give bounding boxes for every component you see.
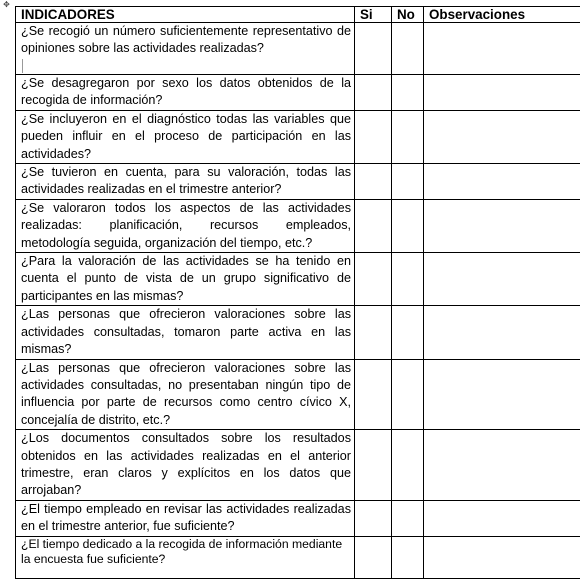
no-cell[interactable] [392, 253, 424, 306]
indicator-cell[interactable] [16, 359, 355, 430]
no-cell[interactable] [392, 23, 424, 75]
no-cell[interactable] [392, 500, 424, 536]
indicator-text: ¿Se desagregaron por sexo los datos obtenidos de la recogida de información? [21, 76, 351, 107]
table-row [16, 253, 580, 306]
indicator-cell[interactable] [16, 75, 355, 111]
header-observaciones: Observaciones [424, 7, 580, 23]
no-cell[interactable] [392, 359, 424, 430]
no-cell[interactable] [392, 536, 424, 578]
si-cell[interactable] [355, 430, 392, 501]
si-cell[interactable] [355, 199, 392, 252]
text-cursor [22, 59, 23, 73]
no-cell[interactable] [392, 75, 424, 111]
indicator-cell[interactable] [16, 199, 355, 252]
si-cell[interactable] [355, 536, 392, 578]
table-row [16, 306, 580, 359]
table-row [16, 23, 580, 75]
indicator-text: ¿Se recogió un número suficientemente representativo de opiniones sobre las actividades realizadas? [21, 24, 351, 55]
header-no: No [392, 7, 424, 23]
indicator-text: ¿Las personas que ofrecieron valoraciones sobre las actividades consultadas, no presentaban ningún tipo de influencia por parte de recursos como centro cívico X, concejalía de distrito, etc.? [21, 361, 351, 427]
si-cell[interactable] [355, 500, 392, 536]
indicator-text: ¿Se valoraron todos los aspectos de las actividades realizadas: planificación, recursos empleados, metodología seguida, organización del tiempo, etc.? [21, 201, 351, 250]
indicator-text: ¿El tiempo empleado en revisar las actividades realizadas en el trimestre anterior, fue suficiente? [21, 502, 351, 533]
indicators-table [15, 6, 580, 579]
indicator-cell[interactable] [16, 110, 355, 163]
indicator-cell[interactable] [16, 536, 355, 578]
table-move-handle[interactable]: ✥ [2, 0, 11, 9]
indicator-cell[interactable] [16, 164, 355, 200]
si-cell[interactable] [355, 253, 392, 306]
observaciones-cell[interactable] [424, 199, 580, 252]
header-indicadores: INDICADORES [16, 7, 355, 23]
si-cell[interactable] [355, 306, 392, 359]
no-cell[interactable] [392, 199, 424, 252]
si-cell[interactable] [355, 75, 392, 111]
indicator-text: ¿Se incluyeron en el diagnóstico todas las variables que pueden influir en el proceso de participación en las actividades? [21, 112, 351, 161]
observaciones-cell[interactable] [424, 23, 580, 75]
table-row [16, 75, 580, 111]
indicator-cell[interactable] [16, 500, 355, 536]
no-cell[interactable] [392, 306, 424, 359]
indicator-cell[interactable] [16, 430, 355, 501]
observaciones-cell[interactable] [424, 164, 580, 200]
table-row [16, 199, 580, 252]
table-row [16, 430, 580, 501]
observaciones-cell[interactable] [424, 359, 580, 430]
indicator-text: ¿Se tuvieron en cuenta, para su valoración, todas las actividades realizadas en el trimestre anterior? [21, 165, 351, 196]
table-header-row [16, 7, 580, 23]
si-cell[interactable] [355, 23, 392, 75]
observaciones-cell[interactable] [424, 110, 580, 163]
observaciones-cell[interactable] [424, 75, 580, 111]
observaciones-cell[interactable] [424, 536, 580, 578]
observaciones-cell[interactable] [424, 253, 580, 306]
table-row [16, 359, 580, 430]
si-cell[interactable] [355, 359, 392, 430]
observaciones-cell[interactable] [424, 306, 580, 359]
table-row [16, 500, 580, 536]
indicator-text: ¿Las personas que ofrecieron valoraciones sobre las actividades consultadas, tomaron parte activa en las mismas? [21, 307, 351, 356]
indicator-text: ¿El tiempo dedicado a la recogida de información mediante la encuesta fue suficiente? [21, 537, 342, 566]
observaciones-cell[interactable] [424, 430, 580, 501]
si-cell[interactable] [355, 164, 392, 200]
table-row [16, 110, 580, 163]
indicator-text: ¿Los documentos consultados sobre los resultados obtenidos en las actividades realizadas en el anterior trimestre, eran claros y explícitos en los datos que arrojaban? [21, 431, 351, 497]
table-row [16, 164, 580, 200]
indicator-cell[interactable] [16, 23, 355, 75]
observaciones-cell[interactable] [424, 500, 580, 536]
si-cell[interactable] [355, 110, 392, 163]
header-si: Si [355, 7, 392, 23]
no-cell[interactable] [392, 430, 424, 501]
indicator-text: ¿Para la valoración de las actividades se ha tenido en cuenta el punto de vista de un grupo significativo de participantes en las mismas? [21, 254, 351, 303]
no-cell[interactable] [392, 164, 424, 200]
indicator-cell[interactable] [16, 253, 355, 306]
indicator-cell[interactable] [16, 306, 355, 359]
table-row [16, 536, 580, 578]
no-cell[interactable] [392, 110, 424, 163]
